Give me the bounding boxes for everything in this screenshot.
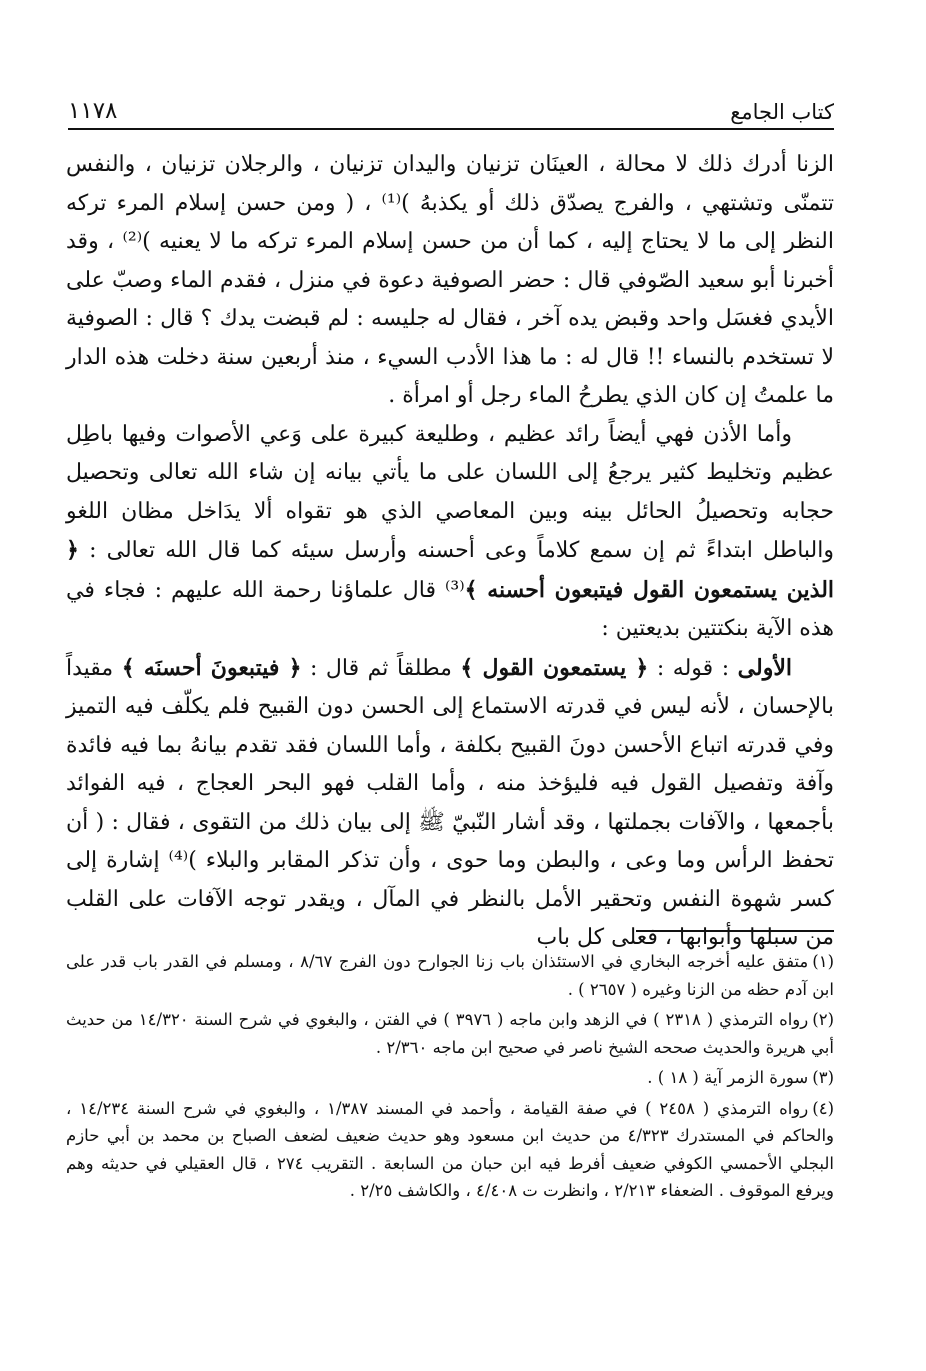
quran-verse: ﴿ الذين يستمعون القول فيتبعون أحسنه ﴾ <box>66 537 835 603</box>
footnote <box>66 1006 834 1061</box>
paragraph-2-text: وأما الأذن فهي أيضاً رائد عظيم ، وطليعة كبيرة على وَعي الأصوات وفيها باطِل عظيم وتخليط كثير يرجعُ إلى اللسان على ما يأتي بيانه إن شاء الله تعالى وتحصيل حجابه وتحصيلُ الحائل بينه وبين المعاصي الذي هو تقواه ألا يدَاخل مظان اللغو والباطل ابتداءً ثم إن سمع كلاماً وعى أحسنه وأرسل سيئه كما قال الله تعالى : <box>66 421 834 563</box>
footnote-number: (٤) <box>812 1098 834 1118</box>
quran-phrase-2: ﴿ فيتبعونَ أحسنَه ﴾ <box>121 654 302 681</box>
footnote-number: (١) <box>812 952 834 971</box>
paragraph-1: الزنا أدرك ذلك لا محالة ، العينَان تزنيان واليدان تزنيان ، والرجلان تزنيان ، والنفس تتمنّى وتشتهي ، والفرج يصدّق ذلك أو يكذبهُ )⁽¹⁾ ، ( ومن حسن إسلام المرء تركه النظر إلى ما لا يحتاج إليه ، كما أن من حسن إسلام المرء تركه ما لا يعنيه )⁽²⁾ ، وقد أخبرنا أبو سعيد الصّوفي قال : حضر الصوفية دعوة في منزل ، فقدم الماء وصبّ على الأيدي فغسَل واحد وقبض يده آخر ، فقال له جليسه : لم قبضت يدك ؟ قال : الصوفية لا تستخدم بالنساء !! قال له : ما هذا الأدب السيء ، منذ أربعين سنة دخلت هذه الدار ما علمتُ إن كان الذي يطرحُ الماء رجل أو امرأة . <box>66 152 834 408</box>
main-text <box>66 146 834 958</box>
paragraph-3-lead: الأولى <box>737 654 792 681</box>
footnote-text: رواه الترمذي ( ٢٣١٨ ) في الزهد وابن ماجه ( ٣٩٧٦ ) في الفتن ، والبغوي في شرح السنة ١٤/٣٢٠ من حديث أبي هريرة والحديث صححه الشيخ ناصر في صحيح ابن ماجه ٢/٣٦٠ . <box>66 1010 834 1057</box>
footnote-number: (٢) <box>812 1010 834 1029</box>
paragraph-3-a: : قوله : <box>648 655 738 681</box>
page-number: ١١٧٨ <box>68 98 118 124</box>
book-title: كتاب الجامع <box>730 100 834 124</box>
paragraph-2-tail: ⁽³⁾ قال علماؤنا رحمة الله عليهم : فجاء في هذه الآية بنكتتين بديعتين : <box>66 577 834 641</box>
footnote-separator <box>636 930 834 932</box>
footnote-number: (٣) <box>812 1068 834 1087</box>
paragraph-3 <box>66 649 834 958</box>
paragraph-3-rest: مقيداً بالإحسان ، لأنه ليس في قدرته الاستماع إلى الحسن دون القبيح فلم يكلّف فيه التميز وفي قدرته اتباع الأحسن دونَ القبيح بكلفة ، وأما اللسان فقد تقدم بيانهُ بما فيه فائدة وآفة وتفصيل القول فيه فليؤخذ منه ، وأما القلب فهو البحر العجاج ، فيه الفوائد بأجمعها ، والآفات بجملتها ، وقد أشار النّبيّ ﷺ إلى بيان ذلك من التقوى ، فقال : ( أن تحفظ الرأس وما وعى ، والبطن وما حوى ، وأن تذكر المقابر والبلاء )⁽⁴⁾ إشارة إلى كسر شهوة النفس وتحقير الأمل بالنظر في المآل ، ويقدر توجه الآفات على القلب من سبلها وأبوابها ، فعلى كل باب <box>66 655 834 950</box>
footnote-text: سورة الزمر آية ( ١٨ ) . <box>647 1068 809 1087</box>
paragraph-3-b: مطلقاً ثم قال : <box>301 655 461 681</box>
footnote <box>66 1064 834 1092</box>
footnote <box>66 948 834 1003</box>
footnote-text: رواه الترمذي ( ٢٤٥٨ ) في صفة القيامة ، وأحمد في المسند ١/٣٨٧ ، والبغوي في شرح السنة ١٤/٢٣٤ ، والحاكم في المستدرك ٤/٣٢٣ من حديث ابن مسعود وهو حديث ضعيف لضعف الصباح بن محمد بن أبي حازم البجلي الأحمسي الكوفي ضعيف أفرط فيه ابن حبان من السابعة . التقريب ٢٧٤ ، قال العقيلي في حديثه وهم ويرفع الموقوف . الضعفاء ٢/٢١٣ ، وانظرت ت ٤/٤٠٨ ، والكاشف ٢/٢٥ . <box>66 1098 834 1200</box>
quran-phrase-1: ﴿ يستمعون القول ﴾ <box>460 654 649 681</box>
footnote-text: متفق عليه أخرجه البخاري في الاستئذان باب زنا الجوارح دون الفرج ٨/٦٧ ، ومسلم في القدر باب قدر على ابن آدم حظه من الزنا وغيره ( ٢٦٥٧ ) . <box>66 952 834 999</box>
footnote <box>66 1095 834 1205</box>
running-header <box>68 92 834 130</box>
footnotes <box>66 948 834 1208</box>
paragraph-2 <box>66 416 834 649</box>
